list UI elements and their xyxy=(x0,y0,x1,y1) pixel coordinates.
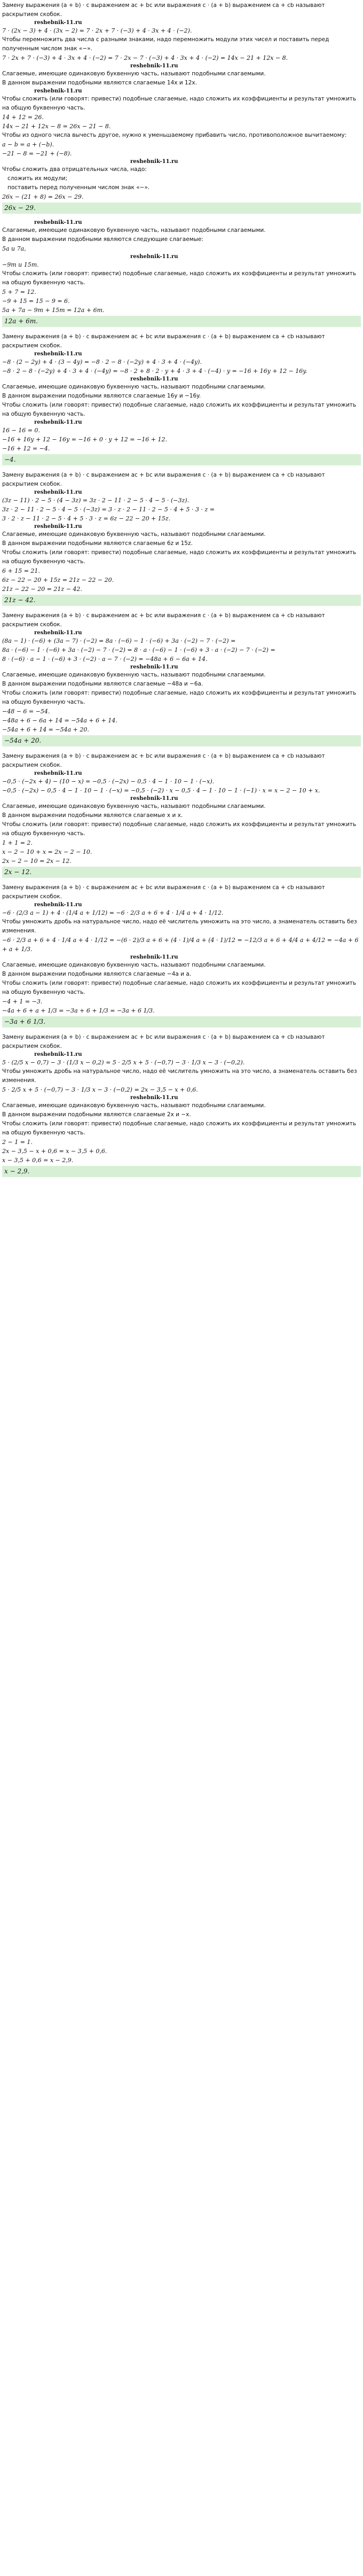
text-line: В данном выражении подобными являются слагаемые 2x и −x. xyxy=(2,1111,191,1118)
text-line: поставить перед полученным числом знак «−». xyxy=(7,184,150,191)
text-line: Слагаемые, имеющие одинаковую буквенную часть, называют подобными слагаемыми. xyxy=(2,227,266,234)
watermark: reshebnik-11.ru xyxy=(130,63,178,69)
watermark: reshebnik-11.ru xyxy=(34,88,82,94)
text-line: Слагаемые, имеющие одинаковую буквенную часть, называют подобными слагаемыми. xyxy=(2,71,266,77)
text-line: сложить их модули; xyxy=(7,175,68,182)
math-line: −8 · (2 − 2y) + 4 · (3 − 4y) = −8 · 2 − 8 · (−2y) + 4 · 3 + 4 · (−4y). xyxy=(2,359,202,365)
text-line: Слагаемые, имеющие одинаковую буквенную часть, называют подобными слагаемыми. xyxy=(2,1102,266,1109)
math-line: −16 + 12 = −4. xyxy=(2,445,50,452)
solution-step-8 xyxy=(0,1032,363,1181)
math-line: 26x − (21 + 8) = 26x − 29. xyxy=(2,193,84,200)
text-line: В данном выражении подобными являются слагаемые −48a и −6a. xyxy=(2,681,203,687)
math-line: 21z − 22 − 20 = 21z − 42. xyxy=(2,586,82,593)
solution-step-4 xyxy=(0,470,363,610)
math-line: 14 + 12 = 26. xyxy=(2,114,44,121)
text-line: В данном выражении подобными являются слагаемые 16y и −16y. xyxy=(2,393,201,399)
math-line: −48 − 6 = −54. xyxy=(2,708,50,715)
math-line: −0,5 · (−2x) − 0,5 · 4 − 1 · 10 − 1 · (−x) = −0,5 · (−2) · x − 0,5 · 4 − 1 · 10 − 1 · (−1) · x = x − 2 − 10 + x. xyxy=(2,787,320,794)
watermark: reshebnik-11.ru xyxy=(130,376,178,382)
watermark: reshebnik-11.ru xyxy=(130,796,178,801)
text-line: Чтобы сложить (или говорят: привести) подобные слагаемые, надо сложить их коэффициенты и результат умножить на общую буквенную часть. xyxy=(2,96,357,111)
answer-box: −4. xyxy=(2,454,361,465)
math-line: −4 + 1 = −3. xyxy=(2,998,43,1005)
text-line: Чтобы умножить дробь на натуральное число, надо её числитель умножить на это число, а знаменатель оставить без изменения. xyxy=(2,1068,357,1084)
watermark: reshebnik-11.ru xyxy=(130,1095,178,1101)
math-line: (8a − 1) · (−6) + (3a − 7) · (−2) = 8a · (−6) − 1 · (−6) + 3a · (−2) − 7 · (−2) = xyxy=(2,637,236,644)
text-line: В данном выражении подобными являются следующие слагаемые: xyxy=(2,236,203,243)
math-line: 14x − 21 + 12x − 8 = 26x − 21 − 8. xyxy=(2,123,111,130)
math-line: −4a + 6 + a + 1/3 = −3a + 6 + 1/3 = −3a + 6 1/3. xyxy=(2,1007,155,1014)
watermark: reshebnik-11.ru xyxy=(34,902,82,908)
text-line: Замену выражения (a + b) · c выражением ac + bc или выражения c · (a + b) выражением ca + cb называют раскрытием скобок. xyxy=(2,753,325,768)
answer-box: 21z − 42. xyxy=(2,595,361,606)
text-line: Чтобы сложить два отрицательных числа, надо: xyxy=(2,166,147,173)
solution-step-5 xyxy=(0,610,363,751)
watermark: reshebnik-11.ru xyxy=(34,771,82,776)
answer-box: 26x − 29. xyxy=(2,203,361,214)
watermark: reshebnik-11.ru xyxy=(130,254,178,260)
math-line: 5a и 7a, xyxy=(2,245,26,252)
watermark: reshebnik-11.ru xyxy=(34,220,82,225)
watermark: reshebnik-11.ru xyxy=(34,489,82,495)
solution-step-1 xyxy=(0,0,363,218)
text-line: Чтобы сложить (или говорят: привести) подобные слагаемые, надо сложить их коэффициенты и результат умножить на общую буквенную часть. xyxy=(2,1120,357,1136)
text-line: В данном выражении подобными являются слагаемые 6z и 15z. xyxy=(2,540,193,547)
text-line: Чтобы умножить дробь на натуральное число, надо её числитель умножить на это число, а знаменатель оставить без изменения. xyxy=(2,919,357,934)
math-line: 3z · 2 − 11 · 2 − 5 · 4 − 5 · (−3z) = 3 · z · 2 − 11 · 2 − 5 · 4 + 5 · 3 · z = xyxy=(2,506,215,513)
math-line: 8 · (−6) · a − 1 · (−6) + 3 · (−2) · a − 7 · (−2) = −48a + 6 − 6a + 14. xyxy=(2,656,208,663)
math-line: 6z − 22 − 20 + 15z = 21z − 22 − 20. xyxy=(2,577,114,583)
answer-box: x − 2,9. xyxy=(2,1166,361,1177)
math-line: x − 2 − 10 + x = 2x − 2 − 10. xyxy=(2,849,92,855)
text-line: Слагаемые, имеющие одинаковую буквенную часть, называют подобными слагаемыми. xyxy=(2,962,266,968)
text-line: Слагаемые, имеющие одинаковую буквенную часть, называют подобными слагаемыми. xyxy=(2,672,266,678)
math-line: x − 3,5 + 0,6 = x − 2,9. xyxy=(2,1157,74,1164)
watermark: reshebnik-11.ru xyxy=(34,419,82,425)
math-line: 7 · 2x + 7 · (−3) + 4 · 3x + 4 · (−2) = 7 · 2x − 7 · (−3) + 4 · 3x + 4 · (−2) = 14x − 21 + 12x − 8. xyxy=(2,55,288,61)
text-line: Чтобы из одного числа вычесть другое, нужно к уменьшаемому прибавить число, противоположное вычитаемому: xyxy=(2,132,347,138)
text-line: Замену выражения (a + b) · c выражением ac + bc или выражения c · (a + b) выражением ca + cb называют раскрытием скобок. xyxy=(2,1034,325,1049)
answer-box: 2x − 12. xyxy=(2,867,361,878)
math-line: −16 + 16y + 12 − 16y = −16 + 0 · y + 12 = −16 + 12. xyxy=(2,436,167,443)
watermark: reshebnik-11.ru xyxy=(34,1052,82,1057)
text-line: Чтобы перемножить два числа с разными знаками, надо перемножить модули этих чисел и поставить перед полученным числом знак «−». xyxy=(2,36,329,52)
watermark: reshebnik-11.ru xyxy=(130,954,178,960)
math-line: 2x − 2 − 10 = 2x − 12. xyxy=(2,858,72,865)
math-line: 16 − 16 = 0. xyxy=(2,427,40,434)
watermark: reshebnik-11.ru xyxy=(130,159,178,165)
text-line: Замену выражения (a + b) · c выражением ac + bc или выражения c · (a + b) выражением ca + cb называют раскрытием скобок. xyxy=(2,612,325,628)
watermark: reshebnik-11.ru xyxy=(34,351,82,357)
watermark: reshebnik-11.ru xyxy=(130,664,178,670)
math-line: 6 + 15 = 21. xyxy=(2,567,40,574)
text-line: Слагаемые, имеющие одинаковую буквенную часть, называют подобными слагаемыми. xyxy=(2,803,266,810)
math-line: 3 · 2 · z − 11 · 2 − 5 · 4 + 5 · 3 · z = 6z − 22 − 20 + 15z. xyxy=(2,515,171,522)
watermark: reshebnik-11.ru xyxy=(34,630,82,636)
math-line: −0,5 · (−2x + 4) − (10 − x) = −0,5 · (−2x) − 0,5 · 4 − 1 · 10 − 1 · (−x). xyxy=(2,778,215,785)
solution-step-2 xyxy=(0,218,363,331)
text-line: Чтобы сложить (или говорят: привести) подобные слагаемые, надо сложить их коэффициенты и результат умножить на общую буквенную часть. xyxy=(2,270,357,286)
math-line: −21 − 8 = −21 + (−8). xyxy=(2,150,72,157)
watermark: reshebnik-11.ru xyxy=(34,20,82,26)
text-line: Чтобы сложить (или говорят: привести) подобные слагаемые, надо сложить их коэффициенты и результат умножить на общую буквенную часть. xyxy=(2,690,357,705)
text-line: Замену выражения (a + b) · c выражением ac + bc или выражения c · (a + b) выражением ca + cb называют раскрытием скобок. xyxy=(2,333,325,349)
text-line: Чтобы сложить (или говорят: привести) подобные слагаемые, надо сложить их коэффициенты и результат умножить на общую буквенную часть. xyxy=(2,549,357,565)
math-line: 5a + 7a − 9m + 15m = 12a + 6m. xyxy=(2,307,105,314)
math-line: 2 − 1 = 1. xyxy=(2,1139,33,1146)
text-line: Слагаемые, имеющие одинаковую буквенную часть, называют подобными слагаемыми. xyxy=(2,531,266,538)
text-line: В данном выражении подобными являются слагаемые 14x и 12x. xyxy=(2,80,197,86)
text-line: Чтобы сложить (или говорят: привести) подобные слагаемые, надо сложить их коэффициенты и результат умножить на общую буквенную часть. xyxy=(2,980,357,995)
answer-box: −3a + 6 1/3. xyxy=(2,1016,361,1028)
text-line: Замену выражения (a + b) · c выражением ac + bc или выражения c · (a + b) выражением ca + cb называют раскрытием скобок. xyxy=(2,884,325,900)
math-line: −48a + 6 − 6a + 14 = −54a + 6 + 14. xyxy=(2,717,117,724)
math-line: 8a · (−6) − 1 · (−6) + 3a · (−2) − 7 · (−2) = 8 · a · (−6) − 1 · (−6) + 3 · a · (−2) − 7 · (−2) = xyxy=(2,647,275,653)
math-line: (3z − 11) · 2 − 5 · (4 − 3z) = 3z · 2 − 11 · 2 − 5 · 4 − 5 · (−3z). xyxy=(2,497,190,504)
text-line: Чтобы сложить (или говорят: привести) подобные слагаемые, надо сложить их коэффициенты и результат умножить на общую буквенную часть. xyxy=(2,821,357,837)
math-line: −54a + 6 + 14 = −54a + 20. xyxy=(2,726,89,733)
math-line: 5 · (2/5 x − 0,7) − 3 · (1/3 x − 0,2) = 5 · 2/5 x + 5 · (−0,7) − 3 · 1/3 x − 3 · (−0,2). xyxy=(2,1059,245,1066)
math-line: −9m и 15m. xyxy=(2,261,39,268)
watermark: reshebnik-11.ru xyxy=(34,524,82,530)
text-line: Слагаемые, имеющие одинаковую буквенную часть, называют подобными слагаемыми. xyxy=(2,384,266,390)
text-line: Замену выражения (a + b) · c выражением ac + bc или выражения c · (a + b) выражением ca + cb называют раскрытием скобок. xyxy=(2,2,325,18)
math-line: 5 + 7 = 12. xyxy=(2,289,36,295)
math-line: −6 · (2/3 a − 1) + 4 · (1/4 a + 1/12) = −6 · 2/3 a + 6 + 4 · 1/4 a + 4 · 1/12. xyxy=(2,909,224,916)
text-line: В данном выражении подобными являются слагаемые x и x. xyxy=(2,812,183,819)
text-line: Замену выражения (a + b) · c выражением ac + bc или выражения c · (a + b) выражением ca + cb называют раскрытием скобок. xyxy=(2,472,325,487)
math-line: a − b = a + (−b). xyxy=(2,141,54,148)
solution-step-7 xyxy=(0,882,363,1032)
math-line: 5 · 2/5 x + 5 · (−0,7) − 3 · 1/3 x − 3 · (−0,2) = 2x − 3,5 − x + 0,6. xyxy=(2,1086,198,1093)
answer-box: −54a + 20. xyxy=(2,735,361,746)
text-line: Чтобы сложить (или говорят: привести) подобные слагаемые, надо сложить их коэффициенты и результат умножить на общую буквенную часть. xyxy=(2,402,357,417)
solution-step-6 xyxy=(0,751,363,882)
math-line: −9 + 15 = 15 − 9 = 6. xyxy=(2,298,70,305)
math-line: 7 · (2x − 3) + 4 · (3x − 2) = 7 · 2x + 7 · (−3) + 4 · 3x + 4 · (−2). xyxy=(2,27,192,34)
answer-box: 12a + 6m. xyxy=(2,316,361,327)
math-line: 2x − 3,5 − x + 0,6 = x − 3,5 + 0,6. xyxy=(2,1148,107,1155)
math-line: −8 · 2 − 8 · (−2y) + 4 · 3 + 4 · (−4y) = −8 · 2 + 8 · 2 · y + 4 · 3 + 4 · (−4) · y = −16 + 16y + 12 − 16y. xyxy=(2,368,307,375)
solution-step-3 xyxy=(0,331,363,470)
text-line: В данном выражении подобными являются слагаемые −4a и a. xyxy=(2,971,192,977)
math-line: −6 · 2/3 a + 6 + 4 · 1/4 a + 4 · 1/12 = −(6 · 2)/3 a + 6 + (4 · 1)/4 a + (4 · 1)/12 = −12/3 a + 6 + 4/4 a + 4/12 = −4a + 6 + a + 1/3. xyxy=(2,937,359,953)
math-line: 1 + 1 = 2. xyxy=(2,839,33,846)
